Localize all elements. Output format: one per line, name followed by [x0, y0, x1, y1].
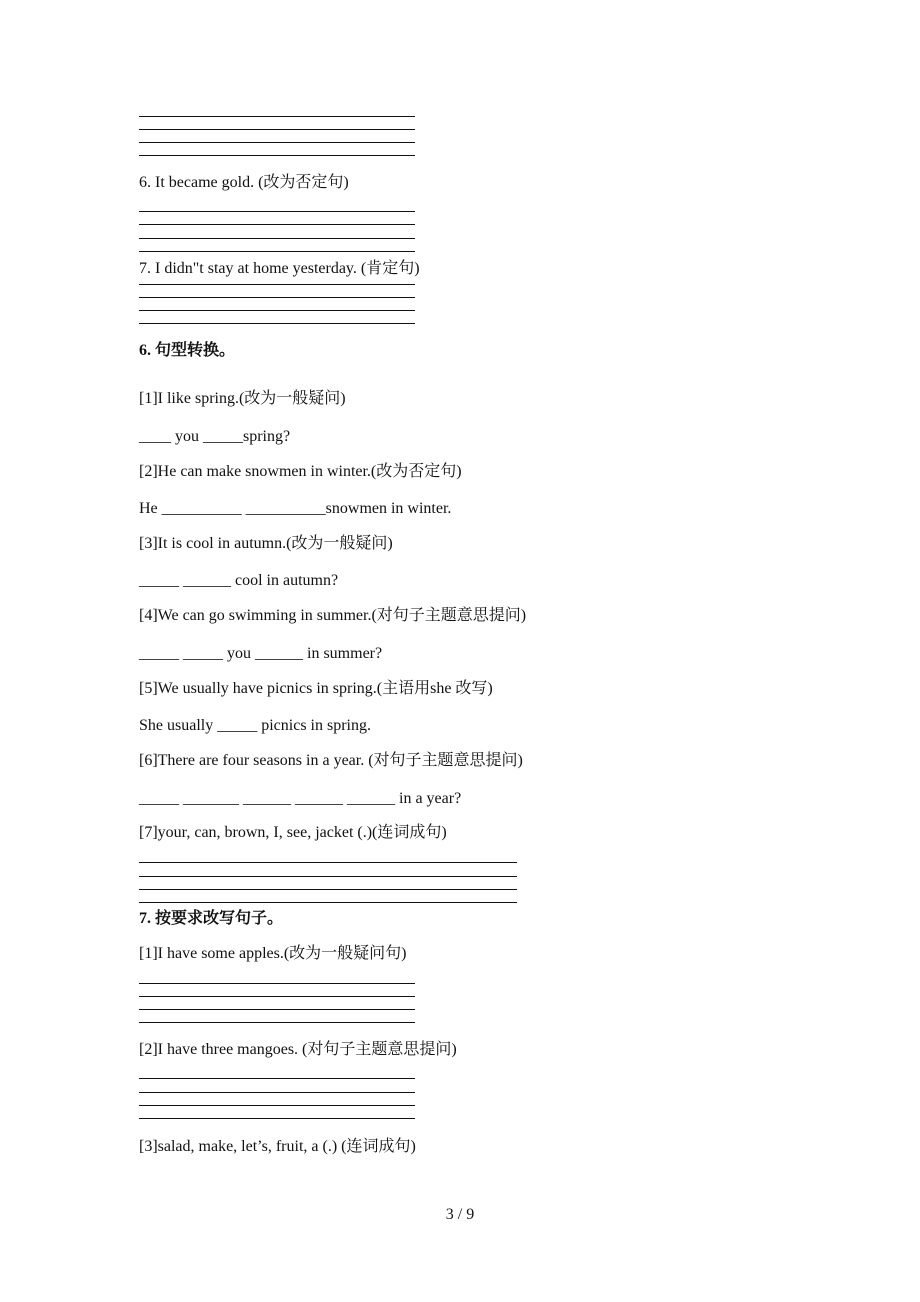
answer-line[interactable]: [139, 211, 415, 212]
question-7: 7. I didn"t stay at home yesterday. (肯定句): [139, 260, 420, 277]
sec6-answer-3[interactable]: _____ ______ cool in autumn?: [139, 572, 339, 589]
sec6-answer-4[interactable]: _____ _____ you ______ in summer?: [139, 645, 383, 662]
answer-line[interactable]: [139, 876, 517, 877]
answer-line[interactable]: [139, 142, 415, 143]
answer-line[interactable]: [139, 1092, 415, 1093]
sec6-question-4: [4]We can go swimming in summer.(对句子主题意思提问): [139, 607, 527, 624]
answer-line[interactable]: [139, 251, 415, 252]
sec6-answer-1[interactable]: ____ you _____spring?: [139, 428, 291, 445]
answer-line[interactable]: [139, 1022, 415, 1023]
answer-line[interactable]: [139, 862, 517, 863]
page-number: 3 / 9: [445, 1206, 475, 1223]
answer-line[interactable]: [139, 284, 415, 285]
sec6-question-5: [5]We usually have picnics in spring.(主语用she 改写): [139, 680, 493, 697]
section-7-heading: 7. 按要求改写句子。: [139, 910, 284, 927]
answer-line[interactable]: [139, 116, 415, 117]
section-6-heading: 6. 句型转换。: [139, 342, 236, 359]
sec6-question-3: [3]It is cool in autumn.(改为一般疑问): [139, 535, 393, 552]
sec6-answer-2[interactable]: He __________ __________snowmen in winter.: [139, 500, 452, 517]
sec7-question-2: [2]I have three mangoes. (对句子主题意思提问): [139, 1041, 457, 1058]
sec6-question-2: [2]He can make snowmen in winter.(改为否定句): [139, 463, 462, 480]
answer-line[interactable]: [139, 1118, 415, 1119]
sec6-question-6: [6]There are four seasons in a year. (对句子主题意思提问): [139, 752, 523, 769]
answer-line[interactable]: [139, 129, 415, 130]
answer-line[interactable]: [139, 1105, 415, 1106]
sec7-question-1: [1]I have some apples.(改为一般疑问句): [139, 945, 407, 962]
answer-line[interactable]: [139, 983, 415, 984]
answer-line[interactable]: [139, 310, 415, 311]
answer-line[interactable]: [139, 297, 415, 298]
answer-line[interactable]: [139, 902, 517, 903]
sec6-answer-5[interactable]: She usually _____ picnics in spring.: [139, 717, 371, 734]
answer-line[interactable]: [139, 323, 415, 324]
answer-line[interactable]: [139, 155, 415, 156]
sec7-question-3: [3]salad, make, let’s, fruit, a (.) (连词成句): [139, 1138, 416, 1155]
answer-line[interactable]: [139, 996, 415, 997]
answer-line[interactable]: [139, 238, 415, 239]
answer-line[interactable]: [139, 1078, 415, 1079]
sec6-question-7: [7]your, can, brown, I, see, jacket (.)(连词成句): [139, 824, 447, 841]
sec6-question-1: [1]I like spring.(改为一般疑问): [139, 390, 346, 407]
answer-line[interactable]: [139, 224, 415, 225]
answer-line[interactable]: [139, 1009, 415, 1010]
answer-line[interactable]: [139, 889, 517, 890]
question-6: 6. It became gold. (改为否定句): [139, 174, 349, 191]
sec6-answer-6[interactable]: _____ _______ ______ ______ ______ in a year?: [139, 790, 462, 807]
